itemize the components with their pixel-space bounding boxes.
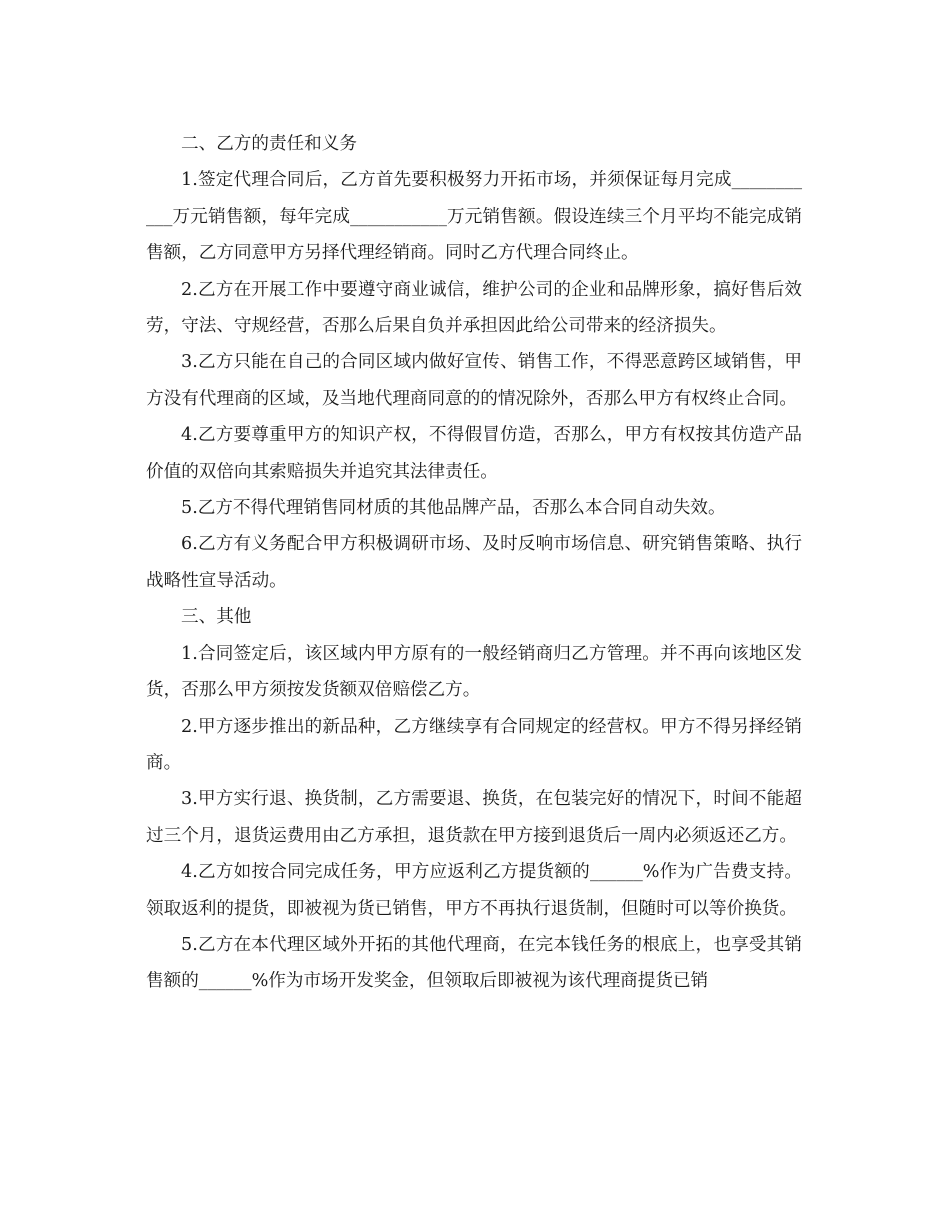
clause-paragraph: 2.甲方逐步推出的新品种，乙方继续享有合同规定的经营权。甲方不得另择经销商。 xyxy=(146,716,802,773)
clause-paragraph: 2.乙方在开展工作中要遵守商业诚信，维护公司的企业和品牌形象，搞好售后效劳，守法、守规经营，否那么后果自负并承担因此给公司带来的经济损失。 xyxy=(146,279,802,337)
clause-paragraph: 4.乙方如按合同完成任务，甲方应返利乙方提货额的______%作为广告费支持。领取返利的提货，即被视为货已销售，甲方不再执行退货制，但随时可以等价换货。 xyxy=(146,862,802,919)
clause-paragraph: 3.乙方只能在自己的合同区域内做好宣传、销售工作，不得恶意跨区域销售，甲方没有代理商的区域，及当地代理商同意的的情况除外，否那么甲方有权终止合同。 xyxy=(146,352,802,409)
clause-paragraph: 1.签定代理合同后，乙方首先要积极努力开拓市场，并须保证每月完成___________万元销售额，每年完成___________万元销售额。假设连续三个月平均不能完成销售额，乙方同意甲方另择代理经销商。同时乙方代理合同终止。 xyxy=(146,170,802,264)
section-heading-other: 三、其他 xyxy=(181,607,252,628)
clause-paragraph: 3.甲方实行退、换货制，乙方需要退、换货，在包装完好的情况下，时间不能超过三个月，退货运费用由乙方承担，退货款在甲方接到退货后一周内必须返还乙方。 xyxy=(146,789,802,846)
clause-paragraph: 4.乙方要尊重甲方的知识产权，不得假冒仿造，否那么，甲方有权按其仿造产品价值的双倍向其索赔损失并追究其法律责任。 xyxy=(146,425,802,482)
clause-paragraph: 5.乙方不得代理销售同材质的其他品牌产品，否那么本合同自动失效。 xyxy=(181,498,726,519)
document-body xyxy=(146,126,802,1000)
clause-paragraph: 6.乙方有义务配合甲方积极调研市场、及时反响市场信息、研究销售策略、执行战略性宣导活动。 xyxy=(146,534,802,591)
clause-paragraph: 1.合同签定后，该区域内甲方原有的一般经销商归乙方管理。并不再向该地区发货，否那么甲方须按发货额双倍赔偿乙方。 xyxy=(146,643,802,701)
section-heading-responsibilities: 二、乙方的责任和义务 xyxy=(181,134,357,154)
clause-paragraph: 5.乙方在本代理区域外开拓的其他代理商，在完本钱任务的根底上，也享受其销售额的______%作为市场开发奖金，但领取后即被视为该代理商提货已销 xyxy=(146,934,802,992)
